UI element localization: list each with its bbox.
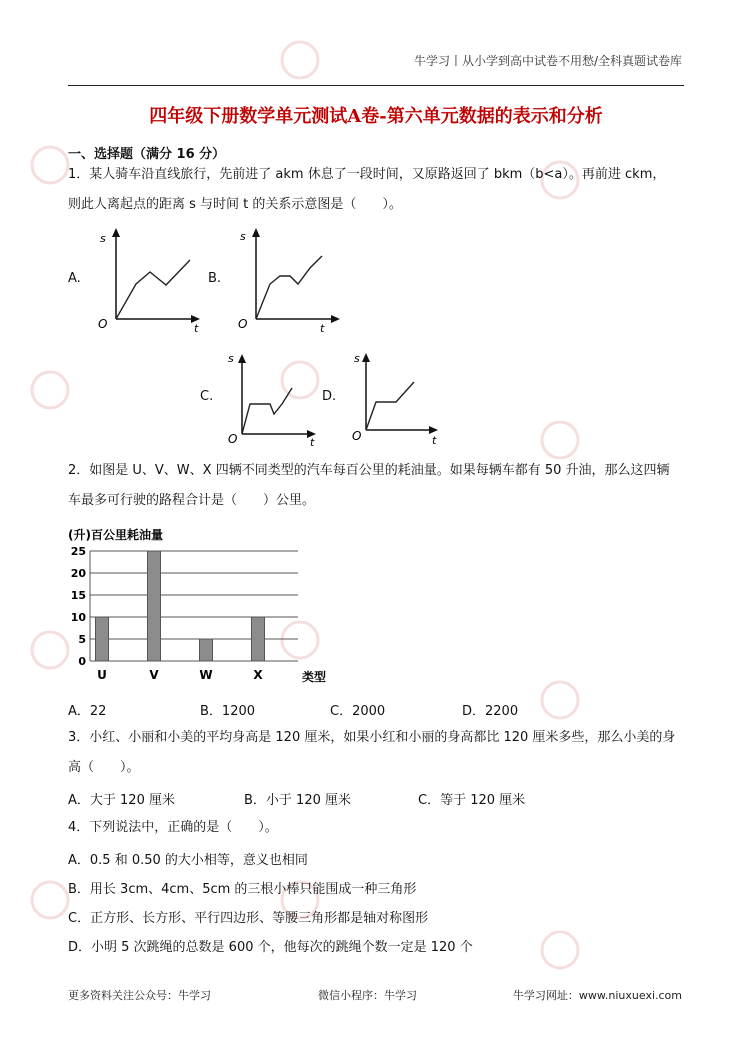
q1-graph-b [234,224,344,334]
chart-bar-x [252,617,265,661]
q2-line2: 车最多可行驶的路程合计是（ ）公里。 [68,493,316,508]
q1-graph-a-t-label: t [194,322,199,334]
q1-graph-a [94,224,204,334]
chart-ytick-label: 20 [70,567,86,580]
q1-graph-c-s-label: s [228,352,234,365]
q1-option-d-label: D. [322,389,337,404]
q1-graph-a-s-label: s [100,232,106,245]
q1-graph-a-origin: O [98,317,108,331]
footer-center: 微信小程序：牛学习 [318,989,417,1002]
chart-ytick-label: 25 [70,545,86,558]
q1-graph-c-origin: O [228,432,238,446]
q1-line2: 则此人离起点的距离 s 与时间 t 的关系示意图是（ ）。 [68,197,402,212]
q3-option-a: A．大于 120 厘米 [68,793,175,808]
header-divider [68,85,684,86]
q3-option-b: B．小于 120 厘米 [244,793,351,808]
chart-ytick-label: 10 [70,611,86,624]
q2-option-b: B．1200 [200,704,256,719]
q2-option-d: D．2200 [462,704,519,719]
q4-line1: 4．下列说法中，正确的是（ ）。 [68,820,278,835]
q2-option-c: C．2000 [330,704,386,719]
section-heading: 一、选择题（满分 16 分） [68,147,226,162]
footer-right: 牛学习网址：www.niuxuexi.com [512,989,682,1002]
q2-line1: 2．如图是 U、V、W、X 四辆不同类型的汽车每百公里的耗油量。如果每辆车都有 50 升油，那么这四辆 [68,463,670,478]
chart-xtick-label: U [97,668,107,682]
footer-left: 更多资料关注公众号：牛学习 [68,989,211,1002]
q3-line2: 高（ ）。 [68,760,140,775]
q1-graph-d-s-label: s [354,352,360,365]
header-text: 牛学习丨从小学到高中试卷不用愁/全科真题试卷库 [413,54,682,68]
q4-option-b: B．用长 3cm、4cm、5cm 的三根小棒只能围成一种三角形 [68,882,417,897]
chart-bar-w [200,639,213,661]
chart-ytick-label: 5 [78,633,86,646]
chart-bar-u [96,617,109,661]
q2-option-a: A．22 [68,704,107,719]
q1-graph-d-origin: O [352,429,362,443]
chart-xtick-label: X [253,668,263,682]
q1-graph-c-t-label: t [310,436,315,448]
q3-option-c: C．等于 120 厘米 [418,793,526,808]
q1-graph-b-s-label: s [240,230,246,243]
chart-xtick-label: W [199,668,213,682]
chart-ytick-label: 15 [70,589,86,602]
q1-graph-b-t-label: t [320,322,325,334]
chart-title: (升)百公里耗油量 [68,528,163,542]
q1-line1: 1．某人骑车沿直线旅行，先前进了 akm 休息了一段时间，又原路返回了 bkm（b<a）。再前进 ckm， [68,167,666,182]
q1-graph-b-origin: O [238,317,248,331]
q4-option-a: A．0.5 和 0.50 的大小相等，意义也相同 [68,853,308,868]
q4-option-d: D．小明 5 次跳绳的总数是 600 个，他每次的跳绳个数一定是 120 个 [68,940,473,955]
chart-xlabel: 类型 [302,670,327,684]
chart-xtick-label: V [149,668,159,682]
chart-bar-v [148,551,161,661]
q3-line1: 3．小红、小丽和小美的平均身高是 120 厘米，如果小红和小丽的身高都比 120 厘米多些，那么小美的身 [68,730,676,745]
page-title: 四年级下册数学单元测试A卷-第六单元数据的表示和分析 [149,106,603,127]
q1-option-c-label: C. [200,389,214,404]
q1-option-b-label: B. [208,271,222,286]
q1-option-a-label: A. [68,271,81,286]
q1-graph-d [346,348,446,448]
fuel-consumption-chart [60,525,340,690]
q1-graph-c [226,348,326,448]
chart-ytick-label: 0 [78,655,86,668]
q4-option-c: C．正方形、长方形、平行四边形、等腰三角形都是轴对称图形 [68,911,429,926]
q1-graph-d-t-label: t [432,434,437,447]
